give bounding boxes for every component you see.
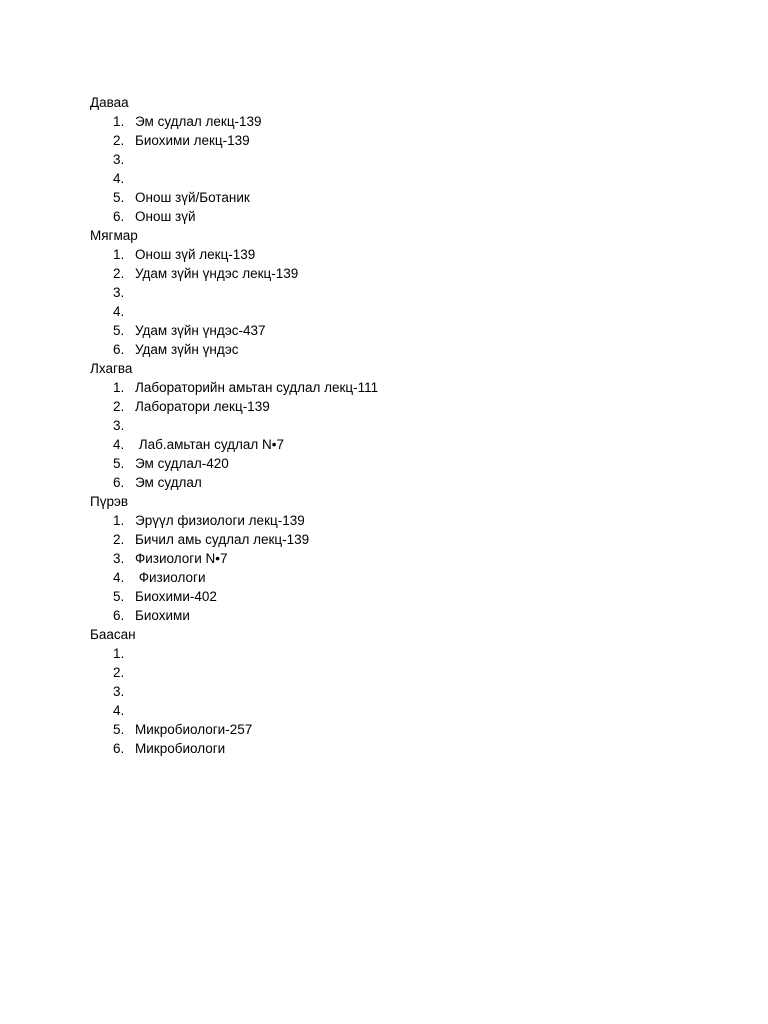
item-text: Лаборатори лекц-139	[135, 399, 270, 414]
list-item	[90, 587, 217, 606]
item-text: Микробиологи	[135, 741, 226, 756]
list-item	[90, 378, 379, 397]
item-number: 2.	[113, 532, 125, 547]
list-item	[90, 530, 310, 549]
list-item	[90, 701, 138, 720]
list-item	[90, 245, 256, 264]
item-text: Эрүүл физиологи лекц-139	[135, 513, 305, 528]
item-number: 4.	[113, 703, 125, 718]
item-text: Биохими	[135, 608, 190, 623]
item-text: Онош зүй/Ботаник	[135, 190, 250, 205]
item-number: 6.	[113, 209, 125, 224]
item-text: Физиологи N•7	[135, 551, 228, 566]
item-number: 3.	[113, 551, 125, 566]
item-text: Биохими-402	[135, 589, 217, 604]
list-item	[90, 321, 266, 340]
item-number: 2.	[113, 266, 125, 281]
item-number: 2.	[113, 399, 125, 414]
item-text: Лаб.амьтан судлал N•7	[135, 437, 285, 452]
item-number: 1.	[113, 380, 125, 395]
item-text: Микробиологи-257	[135, 722, 253, 737]
day-monday	[90, 93, 262, 226]
list-item	[90, 302, 138, 321]
day-wednesday	[90, 359, 379, 492]
list-item	[90, 739, 226, 758]
list-item	[90, 549, 228, 568]
list-item	[90, 663, 138, 682]
list-item	[90, 435, 285, 454]
item-text: Физиологи	[135, 570, 206, 585]
item-number: 5.	[113, 190, 125, 205]
list-item	[90, 454, 229, 473]
item-number: 4.	[113, 171, 125, 186]
list-item	[90, 264, 299, 283]
item-number: 6.	[113, 741, 125, 756]
item-number: 4.	[113, 437, 125, 452]
list-item	[90, 568, 206, 587]
list-item	[90, 340, 239, 359]
list-item	[90, 207, 196, 226]
day-title: Даваа	[90, 95, 129, 110]
item-number: 1.	[113, 646, 125, 661]
day-friday	[90, 625, 253, 758]
day-title: Лхагва	[90, 361, 133, 376]
list-item	[90, 397, 270, 416]
list-item	[90, 511, 305, 530]
item-number: 3.	[113, 418, 125, 433]
item-text: Биохими лекц-139	[135, 133, 250, 148]
list-item	[90, 720, 253, 739]
item-text: Онош зүй лекц-139	[135, 247, 256, 262]
item-number: 5.	[113, 722, 125, 737]
list-item	[90, 188, 250, 207]
item-number: 6.	[113, 342, 125, 357]
item-number: 6.	[113, 608, 125, 623]
list-item	[90, 283, 138, 302]
item-number: 5.	[113, 589, 125, 604]
item-number: 4.	[113, 304, 125, 319]
item-number: 6.	[113, 475, 125, 490]
item-number: 2.	[113, 133, 125, 148]
item-text: Эм судлал	[135, 475, 202, 490]
day-title: Пүрэв	[90, 494, 129, 509]
item-number: 1.	[113, 114, 125, 129]
item-number: 2.	[113, 665, 125, 680]
day-thursday	[90, 492, 310, 625]
list-item	[90, 473, 202, 492]
list-item	[90, 131, 250, 150]
item-number: 4.	[113, 570, 125, 585]
item-text: Удам зүйн үндэс	[135, 342, 239, 357]
item-number: 5.	[113, 456, 125, 471]
item-text: Эм судлал лекц-139	[135, 114, 262, 129]
item-text: Удам зүйн үндэс-437	[135, 323, 266, 338]
item-number: 1.	[113, 247, 125, 262]
schedule	[90, 93, 379, 758]
list-item	[90, 150, 138, 169]
list-item	[90, 112, 262, 131]
list-item	[90, 644, 138, 663]
item-number: 5.	[113, 323, 125, 338]
item-text: Эм судлал-420	[135, 456, 229, 471]
item-number: 3.	[113, 152, 125, 167]
item-number: 3.	[113, 684, 125, 699]
day-title: Мягмар	[90, 228, 138, 243]
day-title: Баасан	[90, 627, 136, 642]
item-text: Бичил амь судлал лекц-139	[135, 532, 310, 547]
day-tuesday	[90, 226, 299, 359]
list-item	[90, 416, 138, 435]
item-text: Онош зүй	[135, 209, 196, 224]
item-number: 3.	[113, 285, 125, 300]
list-item	[90, 682, 138, 701]
item-number: 1.	[113, 513, 125, 528]
list-item	[90, 169, 138, 188]
list-item	[90, 606, 190, 625]
item-text: Удам зүйн үндэс лекц-139	[135, 266, 299, 281]
item-text: Лабораторийн амьтан судлал лекц-111	[135, 380, 379, 395]
